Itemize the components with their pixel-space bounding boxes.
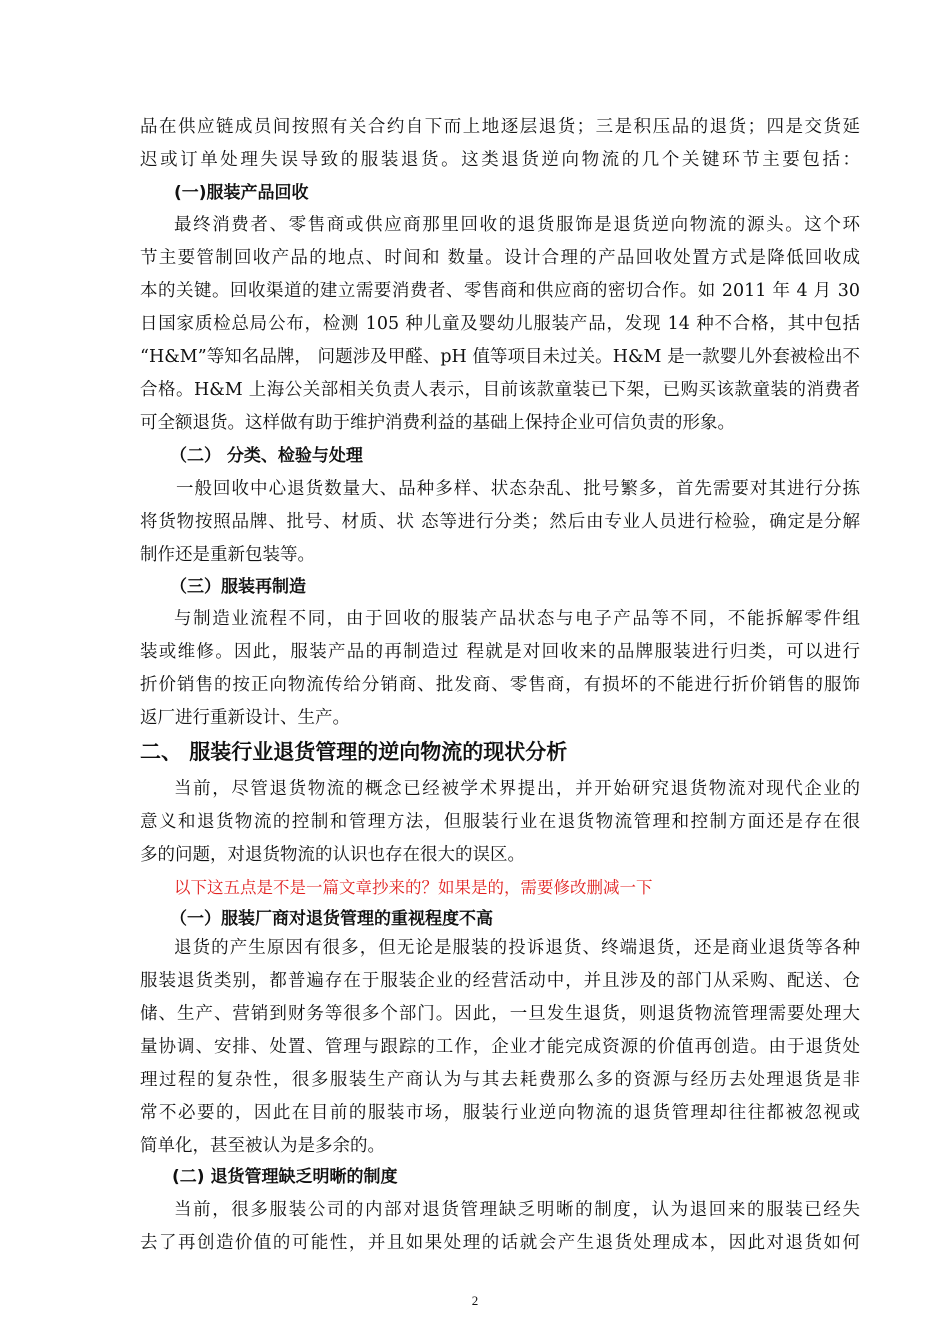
body-text-line: 本的关键。回收渠道的建立需要消费者、零售商和供应商的密切合作。如 2011 年 4 月 30 (140, 281, 860, 301)
body-text-line: 制作还是重新包装等。 (140, 545, 315, 565)
body-text-line: 装或维修。因此，服装产品的再制造过 程就是对回收来的品牌服装进行归类，可以进行 (140, 642, 860, 662)
review-comment: 以下这五点是不是一篇文章抄来的？如果是的，需要修改删减一下 (174, 878, 653, 897)
body-text-line: 迟或订单处理失误导致的服装退货。这类退货逆向物流的几个关键环节主要包括： (140, 150, 860, 170)
body-text-line: 常不必要的，因此在目前的服装市场，服装行业逆向物流的退货管理却往往都被忽视或 (140, 1103, 860, 1123)
body-text-line: 量协调、安排、处置、管理与跟踪的工作，企业才能完成资源的价值再创造。由于退货处 (140, 1037, 860, 1057)
section-heading: （三）服装再制造 (170, 577, 306, 597)
body-text-line: 当前，尽管退货物流的概念已经被学术界提出，并开始研究退货物流对现代企业的 (174, 779, 860, 799)
section-heading: (一)服装产品回收 (174, 183, 309, 203)
body-text-line: 当前，很多服装公司的内部对退货管理缺乏明晰的制度，认为退回来的服装已经失 (174, 1200, 860, 1220)
body-text-line: 节主要管制回收产品的地点、时间和 数量。设计合理的产品回收处置方式是降低回收成 (140, 248, 860, 268)
section-heading: （一）服装厂商对退货管理的重视程度不高 (170, 909, 493, 929)
body-text-line: 将货物按照品牌、批号、材质、状 态等进行分类；然后由专业人员进行检验，确定是分解 (140, 512, 860, 532)
body-text-line: 可全额退货。这样做有助于维护消费利益的基础上保持企业可信负责的形象。 (140, 413, 735, 433)
page-number: 2 (471, 1293, 479, 1308)
body-text-line: “H&M”等知名品牌， 问题涉及甲醛、pH 值等项目未过关。H&M 是一款婴儿外套被检出不 (140, 347, 860, 367)
section-heading: （二） 分类、检验与处理 (170, 446, 363, 466)
body-text-line: 返厂进行重新设计、生产。 (140, 708, 350, 728)
body-text-line: 日国家质检总局公布，检测 105 种儿童及婴幼儿服装产品，发现 14 种不合格，其中包括 (140, 314, 860, 334)
body-text-line: 理过程的复杂性，很多服装生产商认为与其去耗费那么多的资源与经历去处理退货是非 (140, 1070, 860, 1090)
body-text-line: 简单化，甚至被认为是多余的。 (140, 1136, 385, 1156)
body-text-line: 合格。H&M 上海公关部相关负责人表示，目前该款童装已下架，已购买该款童装的消费者 (140, 380, 860, 400)
body-text-line: 储、生产、营销到财务等很多个部门。因此，一旦发生退货，则退货物流管理需要处理大 (140, 1004, 860, 1024)
body-text-line: 退货的产生原因有很多，但无论是服装的投诉退货、终端退货，还是商业退货等各种 (174, 938, 860, 958)
body-text-line: 服装退货类别，都普遍存在于服装企业的经营活动中，并且涉及的部门从采购、配送、仓 (140, 971, 860, 991)
body-text-line: 与制造业流程不同，由于回收的服装产品状态与电子产品等不同，不能拆解零件组 (174, 609, 860, 629)
body-text-line: 意义和退货物流的控制和管理方法，但服装行业在退货物流管理和控制方面还是存在很 (140, 812, 860, 832)
body-text-line: 去了再创造价值的可能性，并且如果处理的话就会产生退货处理成本，因此对退货如何 (140, 1233, 860, 1253)
body-text-line: 折价销售的按正向物流传给分销商、批发商、零售商，有损坏的不能进行折价销售的服饰 (140, 675, 860, 695)
section-heading: (二) 退货管理缺乏明晰的制度 (172, 1167, 398, 1187)
body-text-line: 最终消费者、零售商或供应商那里回收的退货服饰是退货逆向物流的源头。这个环 (174, 215, 860, 235)
body-text-line: 多的问题，对退货物流的认识也存在很大的误区。 (140, 845, 525, 865)
chapter-heading: 二、 服装行业退货管理的逆向物流的现状分析 (140, 740, 568, 764)
body-text-line: 一般回收中心退货数量大、品种多样、状态杂乱、批号繁多，首先需要对其进行分拣 (176, 479, 860, 499)
body-text-line: 品在供应链成员间按照有关合约自下而上地逐层退货；三是积压品的退货；四是交货延 (140, 117, 860, 137)
